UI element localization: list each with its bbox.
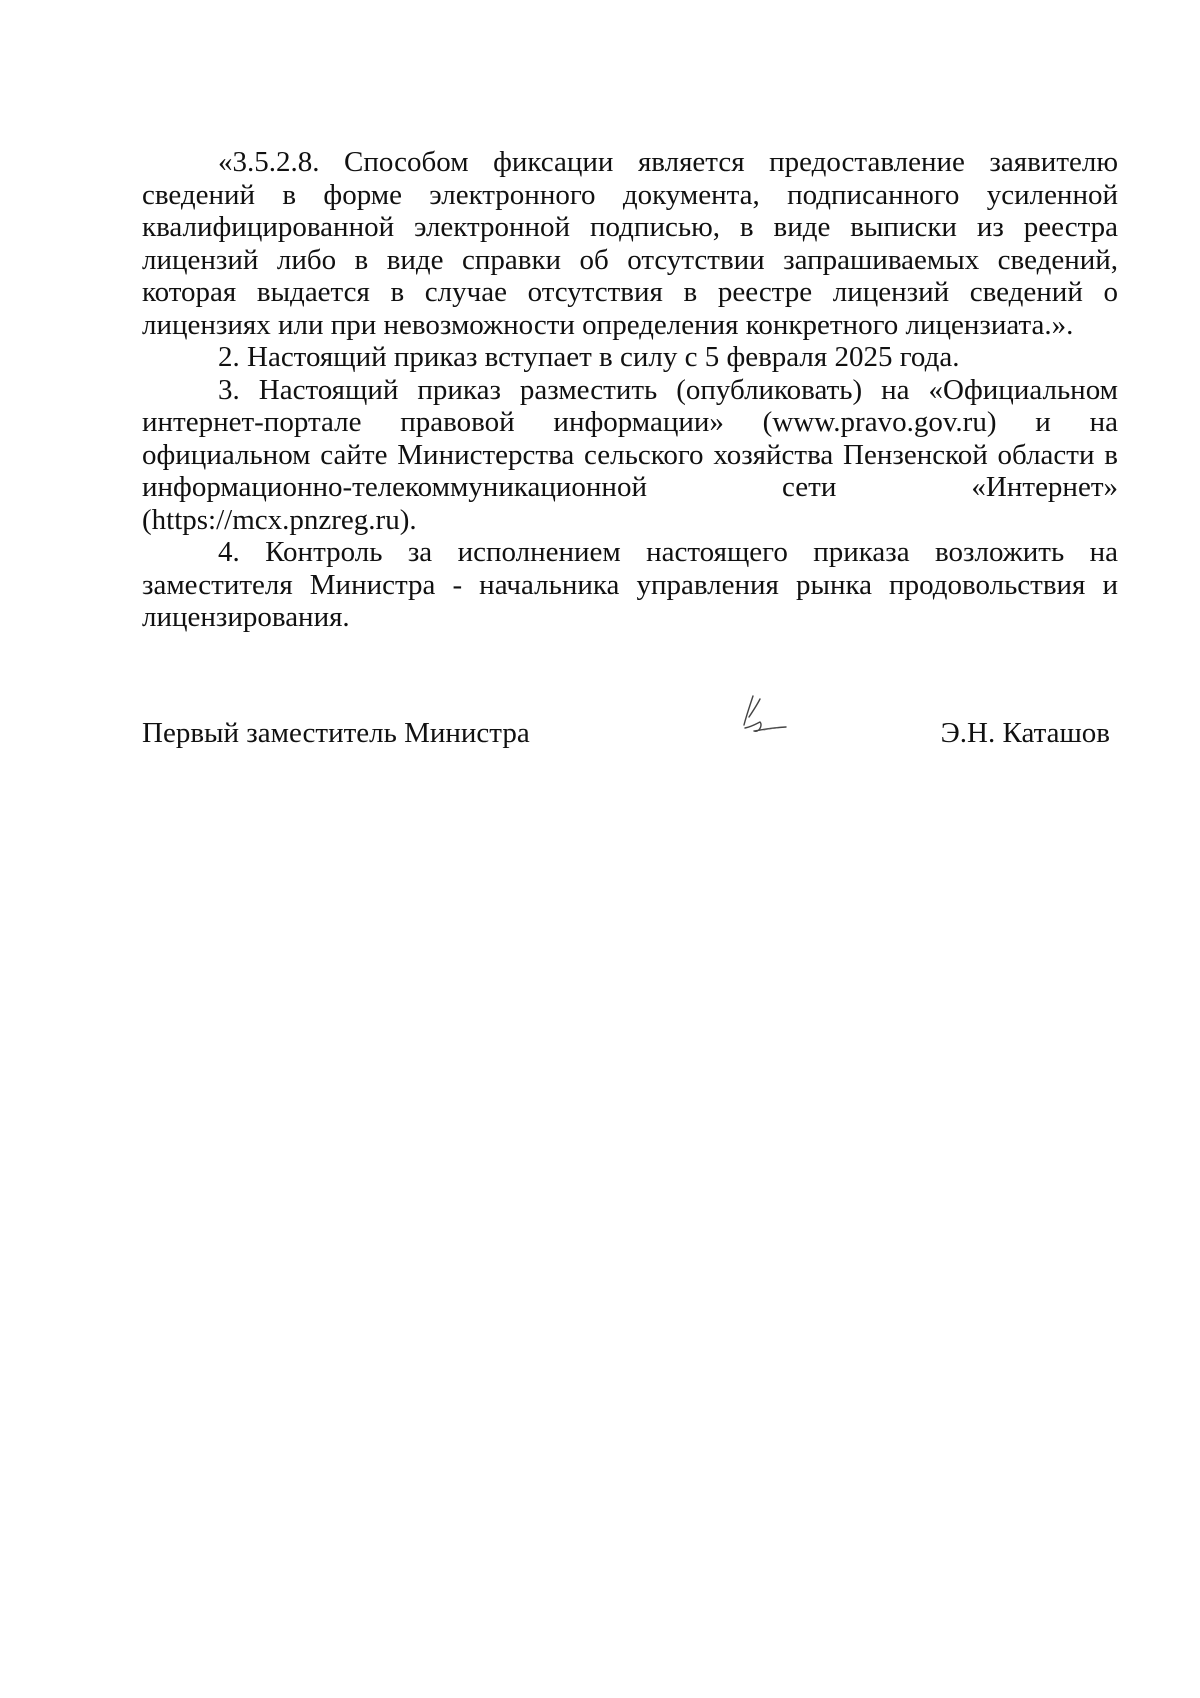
signatory-name: Э.Н. Каташов — [940, 717, 1110, 749]
signatory-position: Первый заместитель Министра — [142, 717, 530, 749]
signature-block — [142, 713, 1118, 753]
paragraph-4: 4. Контроль за исполнением настоящего приказа возложить на заместителя Министра - начальника управления рынка продовольствия и лицензирования. — [142, 536, 1118, 633]
paragraph-3: 3. Настоящий приказ разместить (опубликовать) на «Официальном интернет-портале правовой информации» (www.pravo.gov.ru) и на официальном сайте Министерства сельского хозяйства Пензенской области в информационно-телекоммуникационной сети «Интернет» (https://mcx.pnzreg.ru). — [142, 373, 1118, 536]
handwritten-signature — [724, 691, 790, 747]
paragraph-3-5-2-8: «3.5.2.8. Способом фиксации является предоставление заявителю сведений в форме электронного документа, подписанного усиленной квалифицированной электронной подписью, в виде выписки из реестра лицензий либо в виде справки об отсутствии запрашиваемых сведений, которая выдается в случае отсутствия в реестре лицензий сведений о лицензиях или при невозможности определения конкретного лицензиата.». — [142, 146, 1118, 341]
document-body — [142, 146, 1118, 634]
paragraph-2: 2. Настоящий приказ вступает в силу с 5 февраля 2025 года. — [218, 341, 960, 373]
